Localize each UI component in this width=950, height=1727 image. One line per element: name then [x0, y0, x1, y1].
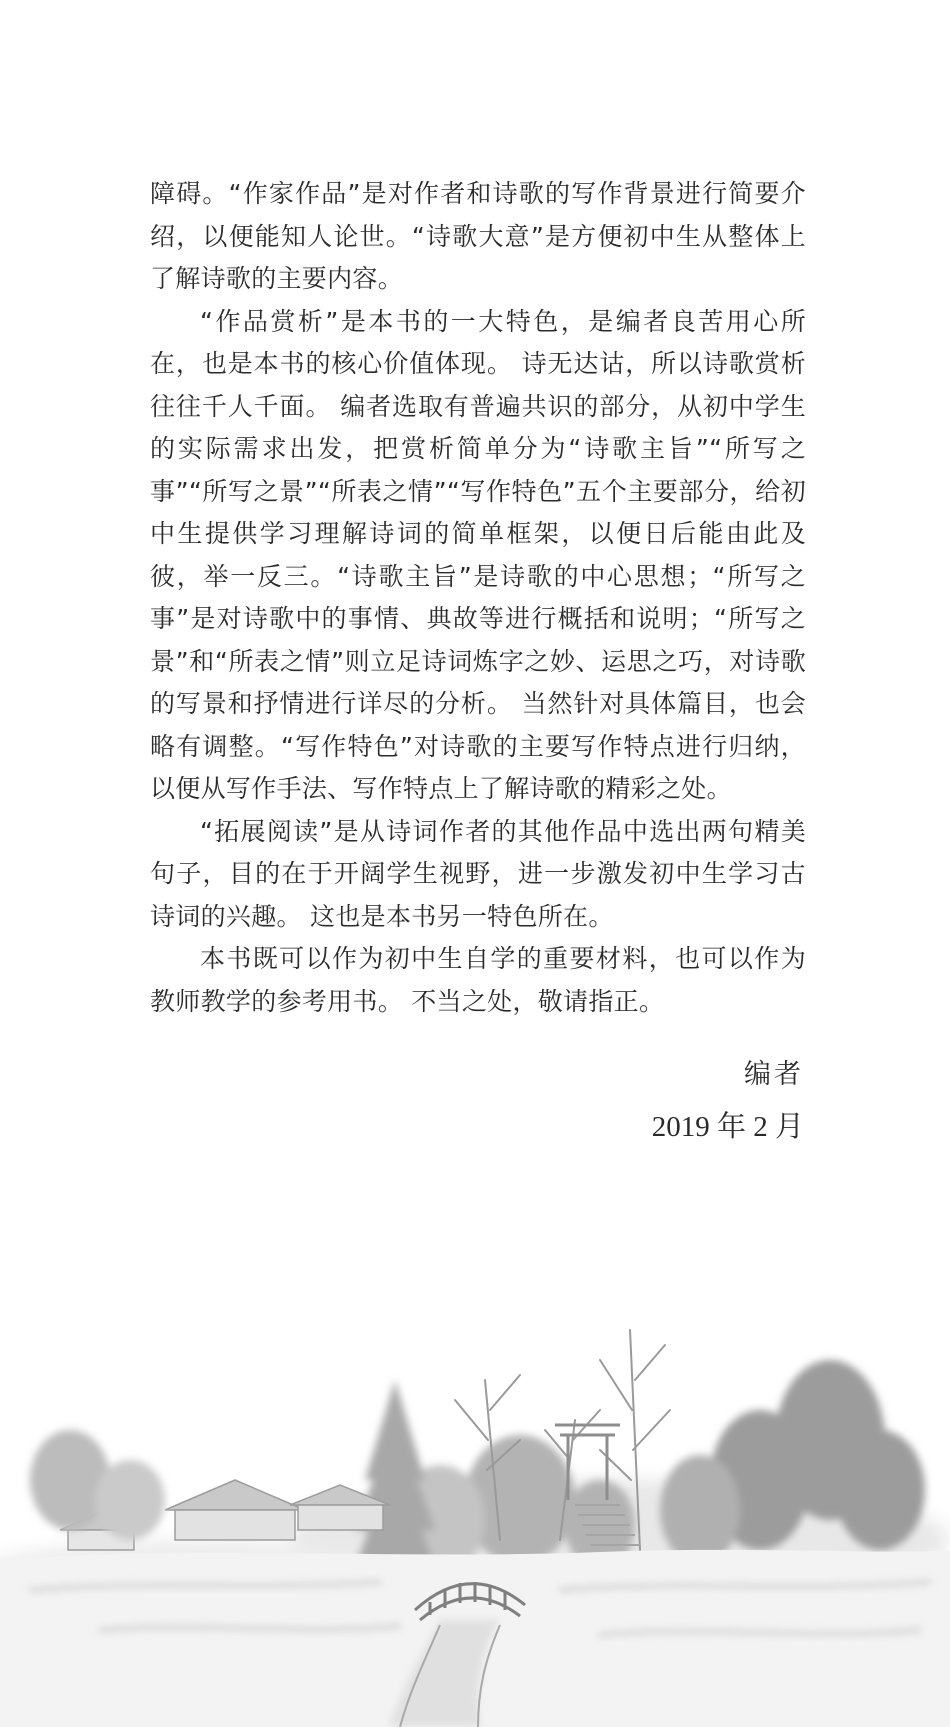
paragraph-intro-continued: 障碍。“作家作品”是对作者和诗歌的写作背景进行简要介绍，以便能知人论世。“诗歌大意”是方便初中生从整体上了解诗歌的主要内容。 — [150, 179, 806, 293]
preface-body — [150, 173, 806, 1023]
paragraph-appreciation: “作品赏析”是本书的一大特色，是编者良苦用心所在，也是本书的核心价值体现。 诗无达诂，所以诗歌赏析往往千人千面。 编者选取有普遍共识的部分，从初中学生的实际需求出发，把赏析简单分为“诗歌主旨”“所写之事”“所写之景”“所表之情”“写作特色”五个主要部分，给初中生提供学习理解诗词的简单框架，以便日后能由此及彼，举一反三。“诗歌主旨”是诗歌的中心思想；“所写之事”是对诗歌中的事情、典故等进行概括和说明；“所写之景”和“所表之情”则立足诗词炼字之妙、运思之巧，对诗歌的写景和抒情进行详尽的分析。 当然针对具体篇目，也会略有调整。“写作特色”对诗歌的主要写作特点进行归纳，以便从写作手法、写作特点上了解诗歌的精彩之处。 — [150, 306, 806, 803]
paragraph-extended-reading: “拓展阅读”是从诗词作者的其他作品中选出两句精美句子，目的在于开阔学生视野，进一步激发初中生学习古诗词的兴趣。 这也是本书另一特色所在。 — [150, 816, 806, 931]
preface-date: 2019 年 2 月 — [651, 1111, 804, 1143]
editor-signature: 编者 — [744, 1059, 804, 1090]
paragraph-closing: 本书既可以作为初中生自学的重要材料，也可以作为教师教学的参考用书。 不当之处，敬请指正。 — [150, 944, 806, 1016]
ink-landscape-illustration — [0, 1290, 950, 1727]
